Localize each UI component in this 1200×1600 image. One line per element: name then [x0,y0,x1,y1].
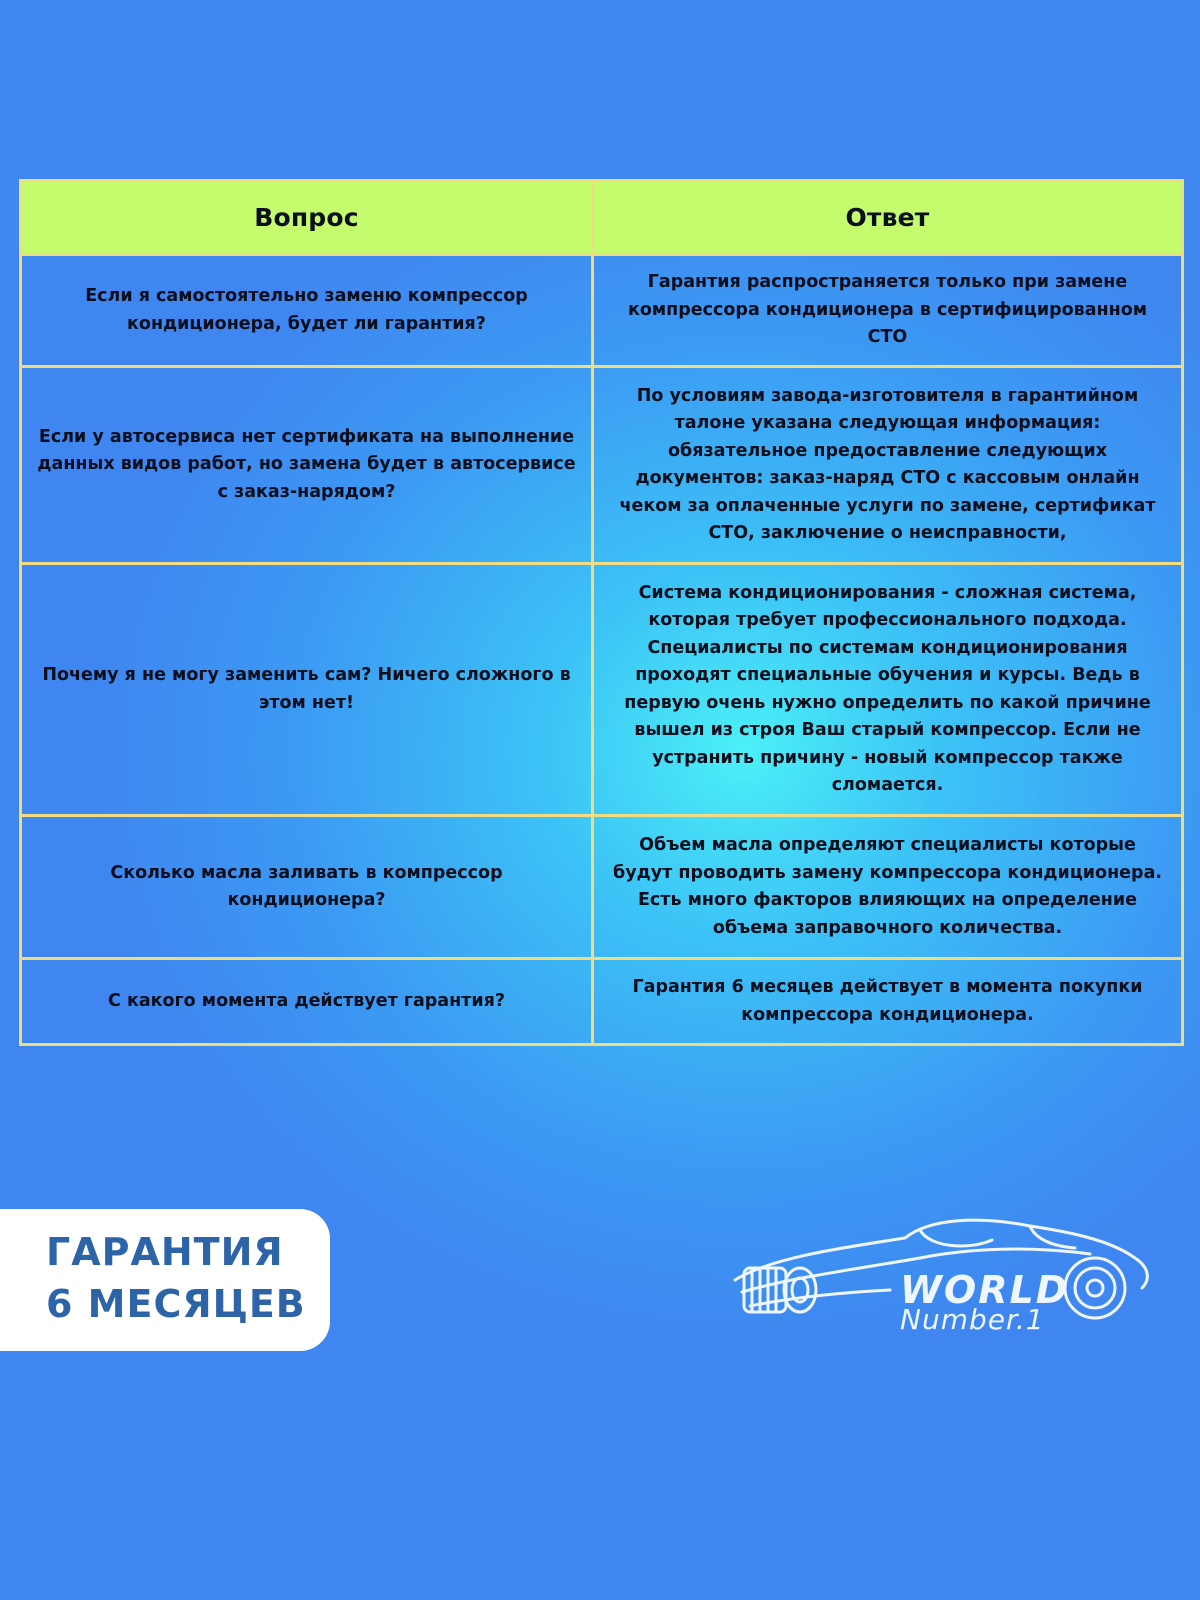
warranty-badge [0,1209,330,1351]
table-row [21,255,1183,367]
answer-cell: Система кондиционирования - сложная система, которая требует профессионального подхода. Специалисты по системам кондиционирования проходят специальные обучения и курсы. Ведь в первую очень нужно определить по какой причине вышел из строя Ваш старый компрессор. Если не устранить причину - новый компрессор также сломается. [593,564,1183,816]
question-cell: Почему я не могу заменить сам? Ничего сложного в этом нет! [21,564,593,816]
warranty-badge-line2: 6 МЕСЯЦЕВ [46,1282,306,1326]
warranty-badge-line1: ГАРАНТИЯ [46,1230,284,1274]
answer-cell: Гарантия 6 месяцев действует в момента покупки компрессора кондиционера. [593,959,1183,1045]
question-cell: С какого момента действует гарантия? [21,959,593,1045]
table-row [21,564,1183,816]
answer-cell: Гарантия распространяется только при замене компрессора кондиционера в сертифицированном СТО [593,255,1183,367]
table-row [21,816,1183,959]
table-row [21,367,1183,564]
question-cell: Если я самостоятельно заменю компрессор кондиционера, будет ли гарантия? [21,255,593,367]
answer-cell: Объем масла определяют специалисты которые будут проводить замену компрессора кондиционера. Есть много факторов влияющих на определение объема заправочного количества. [593,816,1183,959]
table-header-row [21,181,1183,255]
table-row [21,959,1183,1045]
question-cell: Если у автосервиса нет сертификата на выполнение данных видов работ, но замена будет в автосервисе с заказ-нарядом? [21,367,593,564]
column-header-question: Вопрос [21,181,593,255]
faq-table [19,179,1184,1046]
logo-subtitle: Number.1 [900,1303,1045,1336]
answer-cell: По условиям завода-изготовителя в гарантийном талоне указана следующая информация: обязательное предоставление следующих документов: заказ-наряд СТО с кассовым онлайн чеком за оплаченные услуги по замене, сертификат СТО, заключение о неисправности, [593,367,1183,564]
question-cell: Сколько масла заливать в компрессор кондиционера? [21,816,593,959]
column-header-answer: Ответ [593,181,1183,255]
logo-wordmark: WORLD [900,1268,1070,1312]
